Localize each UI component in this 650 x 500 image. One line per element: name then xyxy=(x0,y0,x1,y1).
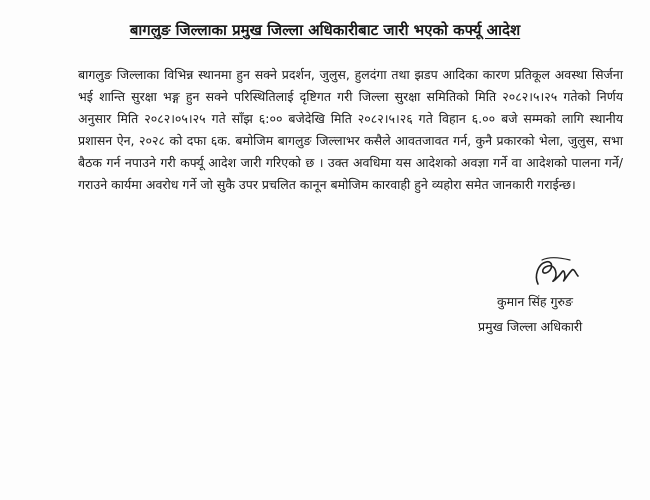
signer-title: प्रमुख जिल्ला अधिकारी xyxy=(478,319,583,334)
signer-name: कुमान सिंह गुरुङ xyxy=(497,294,573,309)
notice-title: बागलुङ जिल्लाका प्रमुख जिल्ला अधिकारीबाट जारी भएको कर्फ्यू आदेश xyxy=(129,21,521,39)
notice-body: बागलुङ जिल्लाका विभिन्न स्थानमा हुन सक्ने प्रदर्शन, जुलुस, हुलदंगा तथा झडप आदिका कारण प्रतिकूल अवस्था सिर्जना भई शान्ति सुरक्षा भङ्ग हुन सक्ने परिस्थितिलाई दृष्टिगत गरी जिल्ला सुरक्षा समितिको मिति २०८२।५।२५ गतेको निर्णय अनुसार मिति २०८२।०५।२५ गते साँझ ६:०० बजेदेखि मिति २०८२।५।२६ गते विहान ६.०० बजे सम्मको लागि स्थानीय प्रशासन ऐन, २०२८ को दफा ६क. बमोजिम बागलुङ जिल्लाभर कसैले आवतजावत गर्न, कुनै प्रकारको भेला, जुलुस, सभा बैठक गर्न नपाउने गरी कर्फ्यू आदेश जारी गरिएको छ । उक्त अवधिमा यस आदेशको अवज्ञा गर्ने वा आदेशको पालना गर्ने/गराउने कार्यमा अवरोध गर्ने जो सुकै उपर प्रचलित कानून बमोजिम कारवाही हुने व्यहोरा समेत जानकारी गराईन्छ। xyxy=(78,67,623,192)
handwritten-signature xyxy=(528,254,584,294)
